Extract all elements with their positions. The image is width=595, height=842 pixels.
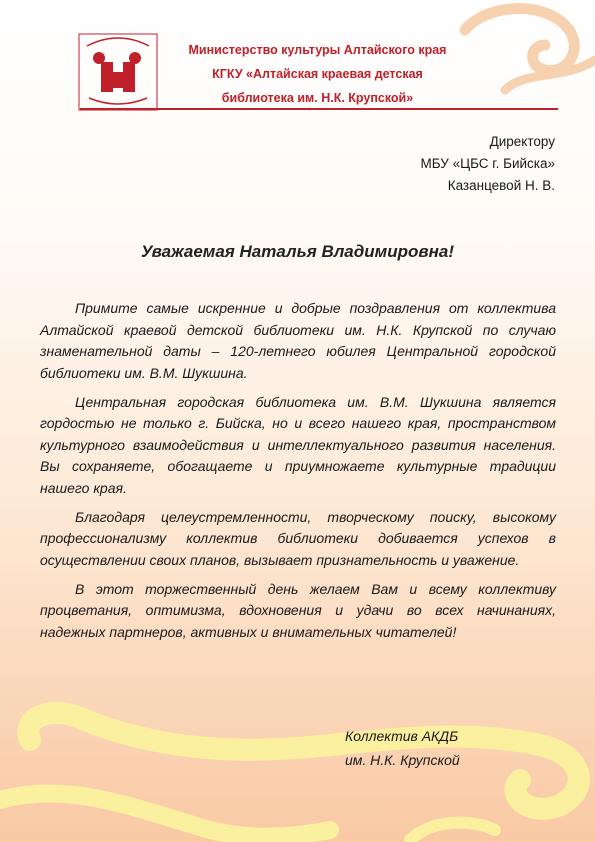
paragraph: Центральная городская библиотека им. В.М. Шукшина является гордостью не только г. Бийска, но и всего нашего края, пространством культурного взаимодействия и интеллектуального развития населения. Вы сохраняете, обогащаете и приумножаете культурные традиции нашего края. (40, 393, 556, 496)
decorative-swirl-bottom (0, 690, 595, 842)
signature-block (345, 724, 460, 772)
signature-line-2: им. Н.К. Крупской (345, 752, 460, 768)
recipient-line-1: Директору (489, 134, 555, 149)
header-divider (80, 108, 558, 110)
recipient-line-3: Казанцевой Н. В. (447, 178, 555, 193)
signature-line-1: Коллектив АКДБ (345, 728, 459, 744)
letterhead-line-1: Министерство культуры Алтайского края (188, 43, 447, 57)
greeting: Уважаемая Наталья Владимировна! (140, 242, 455, 261)
recipient-line-2: МБУ «ЦБС г. Бийска» (420, 156, 555, 171)
paragraph: В этот торжественный день желаем Вам и всему коллективу процветания, оптимизма, вдохновения и удачи во всех начинаниях, надежных партнеров, активных и внимательных читателей! (40, 580, 556, 640)
paragraph: Благодаря целеустремленности, творческому поиску, высокому профессионализму коллектив библиотеки добивается успехов в осуществлении своих планов, вызывает признательность и уважение. (40, 508, 556, 568)
letterhead-line-3: библиотека им. Н.К. Крупской» (221, 91, 414, 105)
library-logo (77, 32, 159, 112)
recipient-block (420, 131, 555, 197)
letter-body (40, 298, 556, 651)
letterhead (160, 38, 475, 110)
paragraph: Примите самые искренние и добрые поздравления от коллектива Алтайской краевой детской библиотеки им. Н.К. Крупской по случаю знаменательной даты – 120-летнего юбилея Центральной городской библиотеки им. В.М. Шукшина. (40, 300, 556, 381)
letterhead-line-2: КГКУ «Алтайская краевая детская (212, 67, 423, 81)
